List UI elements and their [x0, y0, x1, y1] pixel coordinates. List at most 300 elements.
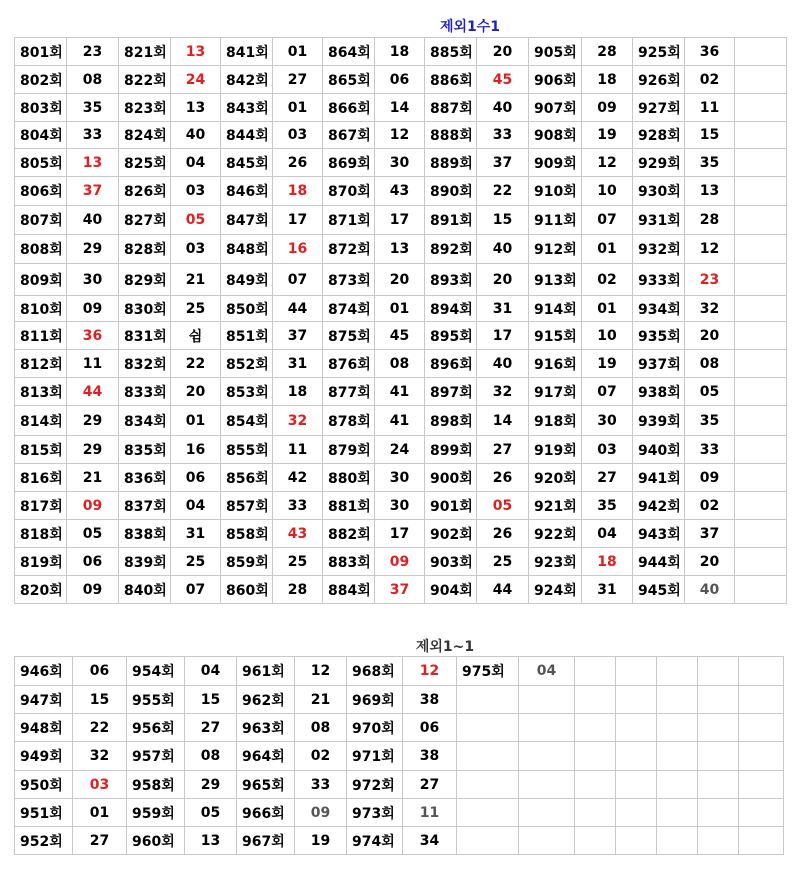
- round-cell: 894회: [425, 296, 477, 322]
- round-cell: 917회: [529, 378, 582, 406]
- number-cell: 40: [477, 94, 529, 122]
- results-table-2: [14, 656, 784, 855]
- table-row: [15, 94, 787, 122]
- empty-cell: [575, 742, 616, 771]
- round-cell: 877회: [323, 378, 375, 406]
- round-cell: 957회: [127, 742, 185, 771]
- number-cell: 07: [582, 206, 633, 235]
- number-cell: 31: [273, 350, 323, 378]
- round-cell: 803회: [15, 94, 67, 122]
- round-cell: 821회: [119, 38, 171, 66]
- empty-cell: [457, 686, 519, 714]
- round-cell: 943회: [633, 520, 685, 548]
- number-cell: 17: [375, 206, 425, 235]
- round-cell: 966회: [237, 799, 295, 827]
- empty-cell: [519, 742, 575, 771]
- number-cell: 38: [403, 686, 457, 714]
- empty-cell: [735, 436, 787, 464]
- title-top: 제외1수1: [439, 19, 501, 35]
- number-cell: 06: [375, 66, 425, 94]
- round-cell: 972회: [347, 771, 403, 799]
- empty-cell: [698, 714, 739, 742]
- number-cell: 06: [73, 657, 127, 686]
- number-cell: 28: [582, 38, 633, 66]
- number-cell: 16: [171, 436, 221, 464]
- number-cell: 02: [685, 492, 735, 520]
- number-cell: 08: [685, 350, 735, 378]
- number-cell: 45: [375, 322, 425, 350]
- number-cell: 40: [477, 235, 529, 264]
- round-cell: 955회: [127, 686, 185, 714]
- empty-cell: [735, 38, 787, 66]
- round-cell: 905회: [529, 38, 582, 66]
- round-cell: 947회: [15, 686, 73, 714]
- number-cell: 09: [685, 464, 735, 492]
- round-cell: 931회: [633, 206, 685, 235]
- number-cell: 14: [375, 94, 425, 122]
- empty-cell: [698, 657, 739, 686]
- number-cell: 37: [477, 149, 529, 177]
- round-cell: 823회: [119, 94, 171, 122]
- round-cell: 918회: [529, 406, 582, 436]
- round-cell: 907회: [529, 94, 582, 122]
- number-cell: 36: [67, 322, 119, 350]
- round-cell: 963회: [237, 714, 295, 742]
- round-cell: 831회: [119, 322, 171, 350]
- number-cell: 16: [273, 235, 323, 264]
- round-cell: 898회: [425, 406, 477, 436]
- number-cell: 30: [375, 149, 425, 177]
- empty-cell: [735, 576, 787, 604]
- round-cell: 899회: [425, 436, 477, 464]
- round-cell: 857회: [221, 492, 273, 520]
- round-cell: 827회: [119, 206, 171, 235]
- number-cell: 31: [477, 296, 529, 322]
- number-cell: 20: [171, 378, 221, 406]
- number-cell: 15: [685, 122, 735, 149]
- number-cell: 09: [67, 492, 119, 520]
- empty-cell: [735, 177, 787, 206]
- number-cell: 26: [273, 149, 323, 177]
- number-cell: 19: [582, 122, 633, 149]
- number-cell: 29: [185, 771, 237, 799]
- empty-cell: [575, 771, 616, 799]
- number-cell: 32: [477, 378, 529, 406]
- number-cell: 37: [685, 520, 735, 548]
- title-bottom: 제외1~1: [415, 639, 475, 655]
- number-cell: 35: [582, 492, 633, 520]
- round-cell: 852회: [221, 350, 273, 378]
- number-cell: 37: [375, 576, 425, 604]
- round-cell: 968회: [347, 657, 403, 686]
- number-cell: 06: [403, 714, 457, 742]
- empty-cell: [457, 714, 519, 742]
- round-cell: 959회: [127, 799, 185, 827]
- table-row: [15, 714, 784, 742]
- number-cell: 38: [403, 742, 457, 771]
- round-cell: 923회: [529, 548, 582, 576]
- number-cell: 08: [185, 742, 237, 771]
- round-cell: 888회: [425, 122, 477, 149]
- round-cell: 828회: [119, 235, 171, 264]
- round-cell: 804회: [15, 122, 67, 149]
- table-row: [15, 296, 787, 322]
- number-cell: 32: [273, 406, 323, 436]
- round-cell: 815회: [15, 436, 67, 464]
- table-row: [15, 771, 784, 799]
- number-cell: 23: [67, 38, 119, 66]
- number-cell: 11: [685, 94, 735, 122]
- round-cell: 974회: [347, 827, 403, 855]
- round-cell: 872회: [323, 235, 375, 264]
- round-cell: 937회: [633, 350, 685, 378]
- round-cell: 929회: [633, 149, 685, 177]
- empty-cell: [575, 799, 616, 827]
- round-cell: 887회: [425, 94, 477, 122]
- table-row: [15, 657, 784, 686]
- number-cell: 18: [582, 66, 633, 94]
- number-cell: 02: [295, 742, 347, 771]
- number-cell: 18: [582, 548, 633, 576]
- number-cell: 06: [67, 548, 119, 576]
- number-cell: 13: [375, 235, 425, 264]
- round-cell: 956회: [127, 714, 185, 742]
- round-cell: 858회: [221, 520, 273, 548]
- round-cell: 806회: [15, 177, 67, 206]
- number-cell: 27: [477, 436, 529, 464]
- number-cell: 07: [582, 378, 633, 406]
- empty-cell: [698, 686, 739, 714]
- number-cell: 05: [171, 206, 221, 235]
- round-cell: 914회: [529, 296, 582, 322]
- empty-cell: [735, 122, 787, 149]
- round-cell: 967회: [237, 827, 295, 855]
- round-cell: 871회: [323, 206, 375, 235]
- empty-cell: [735, 235, 787, 264]
- round-cell: 849회: [221, 264, 273, 296]
- number-cell: 04: [582, 520, 633, 548]
- round-cell: 915회: [529, 322, 582, 350]
- round-cell: 930회: [633, 177, 685, 206]
- number-cell: 33: [477, 122, 529, 149]
- round-cell: 816회: [15, 464, 67, 492]
- round-cell: 973회: [347, 799, 403, 827]
- number-cell: 01: [582, 235, 633, 264]
- round-cell: 801회: [15, 38, 67, 66]
- number-cell: 13: [171, 38, 221, 66]
- table-row: [15, 799, 784, 827]
- table-row: [15, 206, 787, 235]
- table-row: [15, 38, 787, 66]
- round-cell: 835회: [119, 436, 171, 464]
- table-row: [15, 350, 787, 378]
- number-cell: 22: [477, 177, 529, 206]
- table-row: [15, 742, 784, 771]
- table-row: [15, 492, 787, 520]
- round-cell: 839회: [119, 548, 171, 576]
- round-cell: 807회: [15, 206, 67, 235]
- number-cell: 21: [67, 464, 119, 492]
- number-cell: 22: [171, 350, 221, 378]
- empty-cell: [698, 742, 739, 771]
- round-cell: 825회: [119, 149, 171, 177]
- round-cell: 938회: [633, 378, 685, 406]
- table-row: [15, 686, 784, 714]
- round-cell: 870회: [323, 177, 375, 206]
- empty-cell: [735, 378, 787, 406]
- round-cell: 882회: [323, 520, 375, 548]
- round-cell: 809회: [15, 264, 67, 296]
- empty-cell: [735, 66, 787, 94]
- number-cell: 01: [273, 38, 323, 66]
- number-cell: 18: [375, 38, 425, 66]
- number-cell: 01: [171, 406, 221, 436]
- table-row: [15, 520, 787, 548]
- table-row: [15, 122, 787, 149]
- round-cell: 920회: [529, 464, 582, 492]
- number-cell: 19: [295, 827, 347, 855]
- round-cell: 960회: [127, 827, 185, 855]
- number-cell: 42: [273, 464, 323, 492]
- number-cell: 15: [477, 206, 529, 235]
- empty-cell: [616, 686, 657, 714]
- number-cell: 30: [375, 492, 425, 520]
- round-cell: 880회: [323, 464, 375, 492]
- number-cell: 29: [67, 406, 119, 436]
- empty-cell: [519, 799, 575, 827]
- round-cell: 866회: [323, 94, 375, 122]
- round-cell: 826회: [119, 177, 171, 206]
- number-cell: 01: [375, 296, 425, 322]
- empty-cell: [739, 686, 784, 714]
- round-cell: 890회: [425, 177, 477, 206]
- number-cell: 15: [73, 686, 127, 714]
- round-cell: 834회: [119, 406, 171, 436]
- round-cell: 895회: [425, 322, 477, 350]
- table-row: [15, 149, 787, 177]
- number-cell: 04: [519, 657, 575, 686]
- round-cell: 802회: [15, 66, 67, 94]
- round-cell: 919회: [529, 436, 582, 464]
- table-row: [15, 264, 787, 296]
- round-cell: 850회: [221, 296, 273, 322]
- empty-cell: [735, 94, 787, 122]
- number-cell: 41: [375, 378, 425, 406]
- round-cell: 808회: [15, 235, 67, 264]
- round-cell: 970회: [347, 714, 403, 742]
- empty-cell: [657, 714, 698, 742]
- round-cell: 949회: [15, 742, 73, 771]
- number-cell: 09: [67, 576, 119, 604]
- empty-cell: [616, 657, 657, 686]
- number-cell: 10: [582, 177, 633, 206]
- number-cell: 12: [295, 657, 347, 686]
- table-row: [15, 66, 787, 94]
- round-cell: 836회: [119, 464, 171, 492]
- round-cell: 924회: [529, 576, 582, 604]
- round-cell: 892회: [425, 235, 477, 264]
- number-cell: 03: [171, 177, 221, 206]
- round-cell: 925회: [633, 38, 685, 66]
- round-cell: 922회: [529, 520, 582, 548]
- number-cell: 03: [171, 235, 221, 264]
- round-cell: 822회: [119, 66, 171, 94]
- empty-cell: [457, 799, 519, 827]
- round-cell: 848회: [221, 235, 273, 264]
- empty-cell: [616, 714, 657, 742]
- round-cell: 935회: [633, 322, 685, 350]
- number-cell: 19: [582, 350, 633, 378]
- round-cell: 811회: [15, 322, 67, 350]
- round-cell: 891회: [425, 206, 477, 235]
- number-cell: 40: [685, 576, 735, 604]
- round-cell: 841회: [221, 38, 273, 66]
- round-cell: 886회: [425, 66, 477, 94]
- number-cell: 27: [403, 771, 457, 799]
- number-cell: 20: [375, 264, 425, 296]
- number-cell: 21: [171, 264, 221, 296]
- round-cell: 927회: [633, 94, 685, 122]
- number-cell: 25: [171, 548, 221, 576]
- empty-cell: [735, 296, 787, 322]
- round-cell: 897회: [425, 378, 477, 406]
- round-cell: 884회: [323, 576, 375, 604]
- number-cell: 33: [685, 436, 735, 464]
- round-cell: 885회: [425, 38, 477, 66]
- round-cell: 812회: [15, 350, 67, 378]
- table-row: [15, 464, 787, 492]
- round-cell: 939회: [633, 406, 685, 436]
- number-cell: 08: [67, 66, 119, 94]
- empty-cell: [735, 464, 787, 492]
- number-cell: 25: [171, 296, 221, 322]
- number-cell: 01: [273, 94, 323, 122]
- number-cell: 32: [73, 742, 127, 771]
- round-cell: 945회: [633, 576, 685, 604]
- empty-cell: [657, 742, 698, 771]
- round-cell: 903회: [425, 548, 477, 576]
- number-cell: 40: [67, 206, 119, 235]
- round-cell: 962회: [237, 686, 295, 714]
- round-cell: 805회: [15, 149, 67, 177]
- round-cell: 842회: [221, 66, 273, 94]
- round-cell: 940회: [633, 436, 685, 464]
- number-cell: 01: [582, 296, 633, 322]
- round-cell: 971회: [347, 742, 403, 771]
- number-cell: 30: [582, 406, 633, 436]
- round-cell: 926회: [633, 66, 685, 94]
- table-row: [15, 576, 787, 604]
- round-cell: 813회: [15, 378, 67, 406]
- number-cell: 11: [67, 350, 119, 378]
- number-cell: 30: [375, 464, 425, 492]
- number-cell: 11: [273, 436, 323, 464]
- number-cell: 20: [477, 264, 529, 296]
- round-cell: 859회: [221, 548, 273, 576]
- round-cell: 838회: [119, 520, 171, 548]
- number-cell: 06: [171, 464, 221, 492]
- number-cell: 33: [273, 492, 323, 520]
- round-cell: 854회: [221, 406, 273, 436]
- number-cell: 03: [582, 436, 633, 464]
- number-cell: 25: [273, 548, 323, 576]
- round-cell: 860회: [221, 576, 273, 604]
- round-cell: 913회: [529, 264, 582, 296]
- number-cell: 13: [67, 149, 119, 177]
- round-cell: 900회: [425, 464, 477, 492]
- number-cell: 37: [67, 177, 119, 206]
- number-cell: 02: [582, 264, 633, 296]
- empty-cell: [735, 548, 787, 576]
- empty-cell: [735, 350, 787, 378]
- empty-cell: [657, 799, 698, 827]
- number-cell: 14: [477, 406, 529, 436]
- number-cell: 07: [273, 264, 323, 296]
- number-cell: 24: [171, 66, 221, 94]
- round-cell: 869회: [323, 149, 375, 177]
- number-cell: 44: [67, 378, 119, 406]
- number-cell: 31: [582, 576, 633, 604]
- number-cell: 43: [375, 177, 425, 206]
- round-cell: 921회: [529, 492, 582, 520]
- number-cell: 28: [273, 576, 323, 604]
- round-cell: 844회: [221, 122, 273, 149]
- round-cell: 833회: [119, 378, 171, 406]
- number-cell: 44: [477, 576, 529, 604]
- round-cell: 840회: [119, 576, 171, 604]
- empty-cell: [616, 799, 657, 827]
- round-cell: 855회: [221, 436, 273, 464]
- round-cell: 954회: [127, 657, 185, 686]
- number-cell: 13: [185, 827, 237, 855]
- empty-cell: [735, 322, 787, 350]
- round-cell: 934회: [633, 296, 685, 322]
- number-cell: 04: [185, 657, 237, 686]
- number-cell: 29: [67, 436, 119, 464]
- round-cell: 819회: [15, 548, 67, 576]
- round-cell: 896회: [425, 350, 477, 378]
- number-cell: 26: [477, 520, 529, 548]
- empty-cell: [657, 686, 698, 714]
- round-cell: 942회: [633, 492, 685, 520]
- round-cell: 824회: [119, 122, 171, 149]
- number-cell: 26: [477, 464, 529, 492]
- number-cell: 33: [67, 122, 119, 149]
- number-cell: 40: [171, 122, 221, 149]
- round-cell: 933회: [633, 264, 685, 296]
- round-cell: 893회: [425, 264, 477, 296]
- number-cell: 09: [582, 94, 633, 122]
- table-row: [15, 177, 787, 206]
- empty-cell: [735, 264, 787, 296]
- round-cell: 878회: [323, 406, 375, 436]
- empty-cell: [657, 657, 698, 686]
- number-cell: 05: [185, 799, 237, 827]
- number-cell: 44: [273, 296, 323, 322]
- round-cell: 902회: [425, 520, 477, 548]
- number-cell: 29: [67, 235, 119, 264]
- number-cell: 41: [375, 406, 425, 436]
- empty-cell: [698, 827, 739, 855]
- round-cell: 969회: [347, 686, 403, 714]
- number-cell: 09: [295, 799, 347, 827]
- empty-cell: [739, 799, 784, 827]
- number-cell: 18: [273, 177, 323, 206]
- number-cell: 05: [477, 492, 529, 520]
- number-cell: 35: [685, 149, 735, 177]
- round-cell: 810회: [15, 296, 67, 322]
- round-cell: 843회: [221, 94, 273, 122]
